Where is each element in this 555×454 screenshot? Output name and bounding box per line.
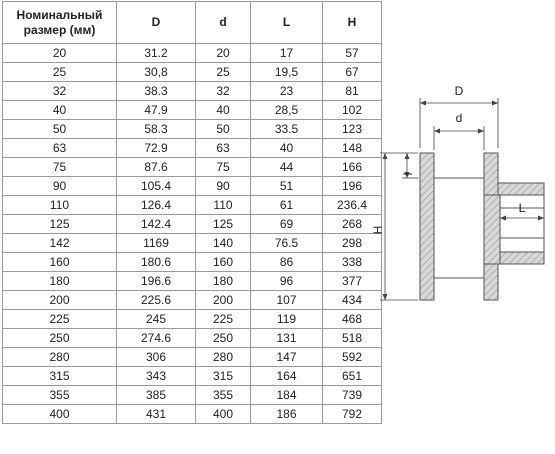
table-cell: 434 <box>323 291 382 310</box>
table-cell: 400 <box>196 405 251 424</box>
table-body <box>3 44 382 424</box>
table-cell: 142 <box>3 234 117 253</box>
table-cell: 385 <box>117 386 196 405</box>
table-cell: 81 <box>323 82 382 101</box>
label-d: d <box>455 111 463 125</box>
table-cell: 28,5 <box>251 101 323 120</box>
table-row <box>3 253 382 272</box>
table-cell: 592 <box>323 348 382 367</box>
header-L: L <box>251 2 323 44</box>
table-row <box>3 120 382 139</box>
table-row <box>3 63 382 82</box>
table-cell: 40 <box>3 101 117 120</box>
table-cell: 33.5 <box>251 120 323 139</box>
table-cell: 86 <box>251 253 323 272</box>
table-cell: 164 <box>251 367 323 386</box>
table-cell: 96 <box>251 272 323 291</box>
table-cell: 739 <box>323 386 382 405</box>
table-cell: 17 <box>251 44 323 63</box>
table-cell: 44 <box>251 158 323 177</box>
table-cell: 40 <box>251 139 323 158</box>
table-row <box>3 272 382 291</box>
table-cell: 87.6 <box>117 158 196 177</box>
table-row <box>3 139 382 158</box>
table-cell: 280 <box>3 348 117 367</box>
table-cell: 102 <box>323 101 382 120</box>
table-cell: 110 <box>196 196 251 215</box>
table-cell: 225 <box>3 310 117 329</box>
table-cell: 225.6 <box>117 291 196 310</box>
table-header-row <box>3 2 382 44</box>
table-cell: 25 <box>196 63 251 82</box>
table-cell: 32 <box>196 82 251 101</box>
table-row <box>3 44 382 63</box>
table-cell: 355 <box>3 386 117 405</box>
table-cell: 25 <box>3 63 117 82</box>
table-cell: 196.6 <box>117 272 196 291</box>
table-cell: 184 <box>251 386 323 405</box>
table-cell: 32 <box>3 82 117 101</box>
table-row <box>3 101 382 120</box>
dimensions-table <box>2 1 382 424</box>
table-cell: 57 <box>323 44 382 63</box>
table-cell: 40 <box>196 101 251 120</box>
table-row <box>3 234 382 253</box>
table-cell: 90 <box>3 177 117 196</box>
table-cell: 377 <box>323 272 382 291</box>
dimension-l <box>401 153 418 178</box>
table-row <box>3 177 382 196</box>
table-cell: 431 <box>117 405 196 424</box>
table-cell: 75 <box>3 158 117 177</box>
table-cell: 225 <box>196 310 251 329</box>
table-cell: 180 <box>196 272 251 291</box>
table-cell: 30,8 <box>117 63 196 82</box>
table-cell: 306 <box>117 348 196 367</box>
table-cell: 298 <box>323 234 382 253</box>
table-row <box>3 310 382 329</box>
table-cell: 200 <box>196 291 251 310</box>
table-cell: 123 <box>323 120 382 139</box>
table-cell: 63 <box>196 139 251 158</box>
table-cell: 792 <box>323 405 382 424</box>
table-cell: 90 <box>196 177 251 196</box>
table-cell: 518 <box>323 329 382 348</box>
table-cell: 110 <box>3 196 117 215</box>
label-L: L <box>518 201 526 215</box>
label-D: D <box>454 84 464 98</box>
label-H: H <box>371 225 385 235</box>
table-cell: 50 <box>196 120 251 139</box>
table-cell: 61 <box>251 196 323 215</box>
table-row <box>3 367 382 386</box>
table-cell: 119 <box>251 310 323 329</box>
table-cell: 63 <box>3 139 117 158</box>
table-cell: 76.5 <box>251 234 323 253</box>
table-cell: 200 <box>3 291 117 310</box>
table-cell: 355 <box>196 386 251 405</box>
table-cell: 125 <box>3 215 117 234</box>
table-cell: 180.6 <box>117 253 196 272</box>
table-row <box>3 348 382 367</box>
table-cell: 1169 <box>117 234 196 253</box>
table-cell: 125 <box>196 215 251 234</box>
table-cell: 468 <box>323 310 382 329</box>
table-cell: 67 <box>323 63 382 82</box>
label-l: l <box>401 172 415 176</box>
table-cell: 23 <box>251 82 323 101</box>
header-H: H <box>323 2 382 44</box>
table-cell: 180 <box>3 272 117 291</box>
table-cell: 20 <box>3 44 117 63</box>
table-cell: 69 <box>251 215 323 234</box>
table-row <box>3 405 382 424</box>
table-cell: 140 <box>196 234 251 253</box>
table-cell: 72.9 <box>117 139 196 158</box>
table-row <box>3 82 382 101</box>
table-cell: 268 <box>323 215 382 234</box>
table-cell: 31.2 <box>117 44 196 63</box>
table-cell: 19,5 <box>251 63 323 82</box>
table-cell: 107 <box>251 291 323 310</box>
table-cell: 20 <box>196 44 251 63</box>
table-cell: 236.4 <box>323 196 382 215</box>
table-cell: 274.6 <box>117 329 196 348</box>
table-cell: 196 <box>323 177 382 196</box>
table-row <box>3 386 382 405</box>
header-nominal-size: Номинальный размер (мм) <box>3 2 117 44</box>
table-cell: 160 <box>196 253 251 272</box>
header-D: D <box>117 2 196 44</box>
table-cell: 250 <box>196 329 251 348</box>
table-cell: 343 <box>117 367 196 386</box>
table-row <box>3 215 382 234</box>
table-row <box>3 291 382 310</box>
table-cell: 147 <box>251 348 323 367</box>
table-row <box>3 196 382 215</box>
table-cell: 105.4 <box>117 177 196 196</box>
dimension-d <box>434 111 484 150</box>
table-cell: 38.3 <box>117 82 196 101</box>
table-cell: 338 <box>323 253 382 272</box>
table-cell: 160 <box>3 253 117 272</box>
table-cell: 142.4 <box>117 215 196 234</box>
table-cell: 126.4 <box>117 196 196 215</box>
table-cell: 50 <box>3 120 117 139</box>
table-cell: 47.9 <box>117 101 196 120</box>
table-cell: 245 <box>117 310 196 329</box>
table-cell: 148 <box>323 139 382 158</box>
table-cell: 51 <box>251 177 323 196</box>
table-cell: 280 <box>196 348 251 367</box>
table-row <box>3 329 382 348</box>
header-d: d <box>196 2 251 44</box>
tee-body <box>420 153 544 300</box>
table-cell: 166 <box>323 158 382 177</box>
table-cell: 315 <box>3 367 117 386</box>
table-cell: 186 <box>251 405 323 424</box>
tee-fitting-diagram <box>371 78 552 308</box>
table-cell: 131 <box>251 329 323 348</box>
table-cell: 315 <box>196 367 251 386</box>
dimension-L <box>500 201 544 221</box>
table-cell: 250 <box>3 329 117 348</box>
table-cell: 58.3 <box>117 120 196 139</box>
table-cell: 75 <box>196 158 251 177</box>
table-row <box>3 158 382 177</box>
table-cell: 400 <box>3 405 117 424</box>
table-cell: 651 <box>323 367 382 386</box>
